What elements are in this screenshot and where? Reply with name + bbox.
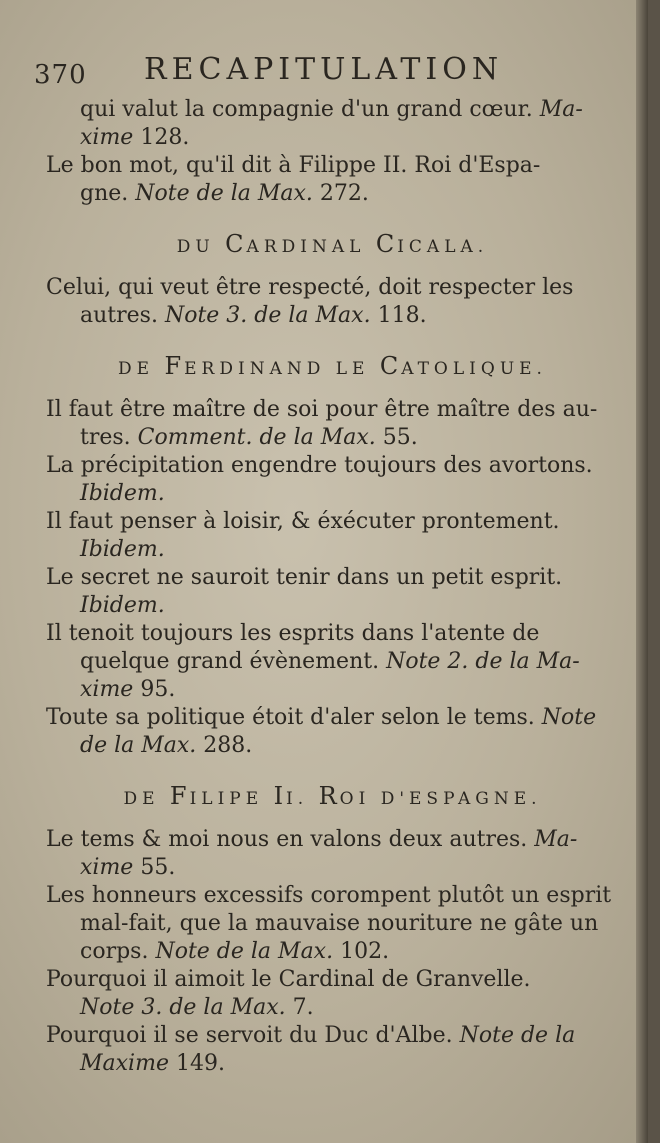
entry-reference: Ibidem. — [80, 537, 165, 562]
entry-text: Il faut être maître de soi pour être maître des au- — [46, 397, 598, 422]
section-heading: DU CARDINAL CICALA. — [176, 230, 489, 258]
page-edge — [636, 0, 648, 1143]
entry-text: Il tenoit toujours les esprits dans l'atente de — [46, 621, 540, 646]
entry-continuation-line — [40, 96, 625, 124]
entry-text: La précipitation engendre toujours des avortons. — [46, 453, 593, 478]
entry-continuation-line — [40, 536, 625, 564]
entry-reference-number: 102. — [333, 939, 390, 964]
entry-continuation-line — [40, 732, 625, 760]
entry-text: mal-fait, que la mauvaise nouriture ne gâte un — [80, 911, 599, 936]
entry-reference: xime — [80, 677, 134, 702]
entry-text: Toute sa politique étoit d'aler selon le tems. — [46, 705, 542, 730]
entry-continuation-line — [40, 938, 625, 966]
entry-reference-number: 288. — [196, 733, 253, 758]
entry-line — [40, 508, 625, 536]
entry-line — [40, 1022, 625, 1050]
entry-continuation-line — [40, 854, 625, 882]
entry-continuation-line — [40, 124, 625, 152]
entry-reference: Note 2. de la Ma- — [386, 649, 580, 674]
running-title: RECAPITULATION — [144, 52, 504, 87]
entry-reference: Comment. de la Max. — [137, 425, 376, 450]
entry-continuation-line — [40, 424, 625, 452]
entry-reference: Ibidem. — [80, 593, 165, 618]
entry-line — [40, 882, 625, 910]
entry-reference-number: 128. — [133, 125, 190, 150]
entry-reference: xime — [80, 125, 134, 150]
entry-line — [40, 564, 625, 592]
page-number: 370 — [34, 60, 87, 90]
entry-reference: Maxime — [80, 1051, 169, 1076]
entry-continuation-line — [40, 480, 625, 508]
index-body — [40, 96, 625, 1078]
entry-reference: Note de la — [459, 1023, 576, 1048]
entry-text: corps. — [80, 939, 156, 964]
entry-text: Le secret ne sauroit tenir dans un petit esprit. — [46, 565, 563, 590]
section-heading: DE FILIPE II. ROI D'ESPAGNE. — [123, 782, 542, 810]
index-section — [40, 782, 625, 1078]
entry-text: Le tems & moi nous en valons deux autres. — [46, 827, 535, 852]
index-section — [40, 230, 625, 330]
entry-text: tres. — [80, 425, 138, 450]
entry-reference: Note 3. de la Max. — [80, 995, 286, 1020]
entry-continuation-line — [40, 910, 625, 938]
entry-text: Pourquoi il se servoit du Duc d'Albe. — [46, 1023, 460, 1048]
entry-continuation-line — [40, 676, 625, 704]
entry-continuation-line — [40, 994, 625, 1022]
entry-text: Il faut penser à loisir, & éxécuter prontement. — [46, 509, 560, 534]
section-heading: DE FERDINAND LE CATOLIQUE. — [118, 352, 547, 380]
entry-reference-number: 118. — [370, 303, 427, 328]
entry-line — [40, 966, 625, 994]
entry-continuation-line — [40, 648, 625, 676]
entry-reference: xime — [80, 855, 134, 880]
entry-line — [40, 452, 625, 480]
index-section — [40, 96, 625, 208]
entry-reference-number: 55. — [375, 425, 418, 450]
entry-line — [40, 826, 625, 854]
entry-reference: de la Max. — [80, 733, 197, 758]
entry-reference-number: 95. — [133, 677, 176, 702]
entry-text: Pourquoi il aimoit le Cardinal de Granvelle. — [46, 967, 531, 992]
entry-reference-number: 7. — [285, 995, 314, 1020]
entry-continuation-line — [40, 1050, 625, 1078]
entry-text: autres. — [80, 303, 165, 328]
index-section — [40, 352, 625, 760]
entry-text: Les honneurs excessifs corompent plutôt un esprit — [46, 883, 612, 908]
entry-text: Le bon mot, qu'il dit à Filippe II. Roi d'Espa- — [46, 153, 541, 178]
entry-line — [40, 274, 625, 302]
entry-reference: Ibidem. — [80, 481, 165, 506]
entry-reference: Note 3. de la Max. — [164, 303, 371, 328]
entry-continuation-line — [40, 180, 625, 208]
entry-reference: Ma- — [539, 97, 583, 122]
entry-line — [40, 152, 625, 180]
entry-reference: Note de la Max. — [135, 181, 313, 206]
entry-reference-number: 149. — [168, 1051, 225, 1076]
page-header — [34, 52, 614, 92]
entry-text: Celui, qui veut être respecté, doit respecter les — [46, 275, 574, 300]
entry-reference: Ma- — [534, 827, 578, 852]
entry-text: qui valut la compagnie d'un grand cœur. — [80, 97, 540, 122]
entry-text: quelque grand évènement. — [80, 649, 387, 674]
entry-reference: Note de la Max. — [155, 939, 334, 964]
entry-continuation-line — [40, 592, 625, 620]
entry-line — [40, 704, 625, 732]
entry-continuation-line — [40, 302, 625, 330]
entry-text: gne. — [80, 181, 136, 206]
entry-reference-number: 272. — [312, 181, 369, 206]
entry-line — [40, 396, 625, 424]
entry-line — [40, 620, 625, 648]
entry-reference: Note — [541, 705, 597, 730]
entry-reference-number: 55. — [133, 855, 176, 880]
